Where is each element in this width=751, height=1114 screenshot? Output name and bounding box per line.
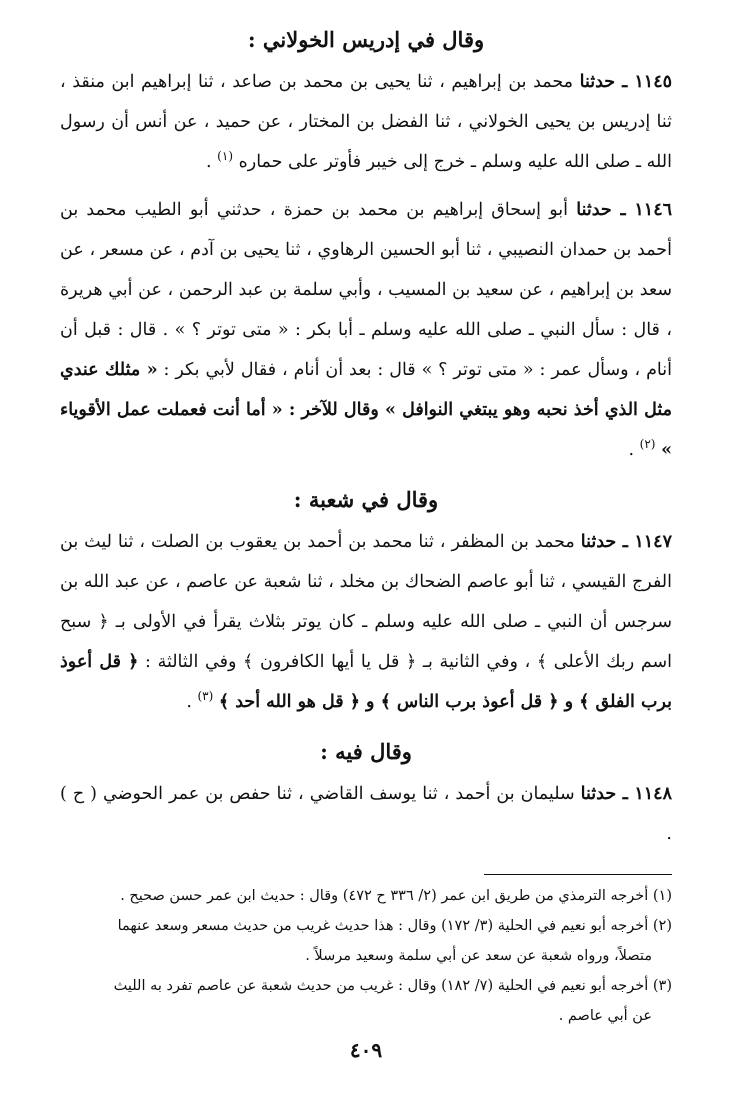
footnote-2-continued: متصلاً، ورواه شعبة عن سعد عن أبي سلمة وسعيد مرسلاً .: [305, 948, 652, 964]
hadith-1147: [60, 522, 672, 722]
footnote-3: (٣) أخرجه أبو نعيم في الحلية (٧/ ١٨٢) وقال : غريب من حديث شعبة عن عاصم تفرد به الليث: [113, 978, 672, 994]
hadith-1148: [60, 774, 672, 854]
hadith-end: .: [206, 152, 218, 172]
hadith-number: ١١٤٧ ـ حدثنا: [580, 532, 672, 552]
hadith-number: ١١٤٨ ـ حدثنا: [580, 784, 672, 804]
hadith-end: .: [186, 692, 198, 712]
hadith-text: محمد بن إبراهيم ، ثنا يحيى بن محمد بن صاعد ، ثنا إبراهيم ابن منقذ ، ثنا إدريس بن يحيى الخولاني ، ثنا الفضل بن المختار ، عن حميد ، عن أنس أن رسول الله ـ صلى الله عليه وسلم ـ خرج إلى خيبر فأوتر على حماره: [60, 72, 672, 172]
footnote-ref: (١): [217, 149, 233, 164]
hadith-bold-text: ﴿ قل أعوذ برب الفلق ﴾ و ﴿ قل أعوذ برب الناس ﴾ و ﴿ قل هو الله أحد ﴾: [60, 652, 672, 712]
hadith-1146: [60, 190, 672, 470]
footnote-3-continued: عن أبي عاصم .: [558, 1008, 652, 1024]
footnote-1: (١) أخرجه الترمذي من طريق ابن عمر (٢/ ٣٣٦ ح ٤٧٢) وقال : حديث ابن عمر حسن صحيح .: [120, 888, 672, 904]
book-page: [60, 18, 672, 1108]
section-heading-fihi: وقال فيه :: [320, 739, 412, 764]
hadith-text: أبو إسحاق إبراهيم بن محمد بن حمزة ، حدثني أبو الطيب محمد بن أحمد بن حمدان النصيبي ، ثنا أبو الحسين الرهاوي ، ثنا يحيى بن آدم ، عن مسعر ، عن سعد بن إبراهيم ، عن سعيد بن المسيب ، وأبي سلمة بن عبد الرحمن ، عن أبي هريرة ، قال : سأل النبي ـ صلى الله عليه وسلم ـ أبا بكر : « متى توتر ؟ » . قال : قبل أن أنام ، وسأل عمر : « متى توتر ؟ » قال : بعد أن أنام ، فقال لأبي بكر :: [60, 200, 672, 380]
footnote-divider: [484, 874, 672, 875]
hadith-text: سليمان بن أحمد ، ثنا يوسف القاضي ، ثنا حفص بن عمر الحوضي ( ح ) .: [60, 784, 672, 844]
section-heading-shuba: وقال في شعبة :: [293, 487, 439, 512]
footnote-2: (٢) أخرجه أبو نعيم في الحلية (٣/ ١٧٢) وقال : هذا حديث غريب من حديث مسعر وسعد عنهما: [117, 918, 672, 934]
hadith-bold-text: « مثلك عندي مثل الذي أخذ نحبه وهو يبتغي النوافل » وقال للآخر : « أما أنت فعملت عمل الأقوياء »: [60, 360, 672, 460]
hadith-1145: [60, 62, 672, 182]
footnote-ref: (٣): [197, 689, 214, 704]
hadith-end: .: [628, 440, 640, 460]
footnote-ref: (٢): [639, 437, 656, 452]
hadith-number: ١١٤٦ ـ حدثنا: [576, 200, 672, 220]
page-number: ٤٠٩: [349, 1038, 383, 1062]
hadith-number: ١١٤٥ ـ حدثنا: [579, 72, 672, 92]
hadith-text: محمد بن المظفر ، ثنا محمد بن أحمد بن يعقوب بن الصلت ، ثنا ليث بن الفرج القيسي ، ثنا أبو عاصم الضحاك بن مخلد ، ثنا شعبة عن عاصم ، عن عبد الله بن سرجس أن النبي ـ صلى الله عليه وسلم ـ كان يوتر بثلاث يقرأ في الأولى بـ ﴿ سبح اسم ربك الأعلى ﴾ ، وفي الثانية بـ ﴿ قل يا أيها الكافرون ﴾ وفي الثالثة :: [60, 532, 672, 672]
section-heading-idris: وقال في إدريس الخولاني :: [247, 27, 485, 52]
